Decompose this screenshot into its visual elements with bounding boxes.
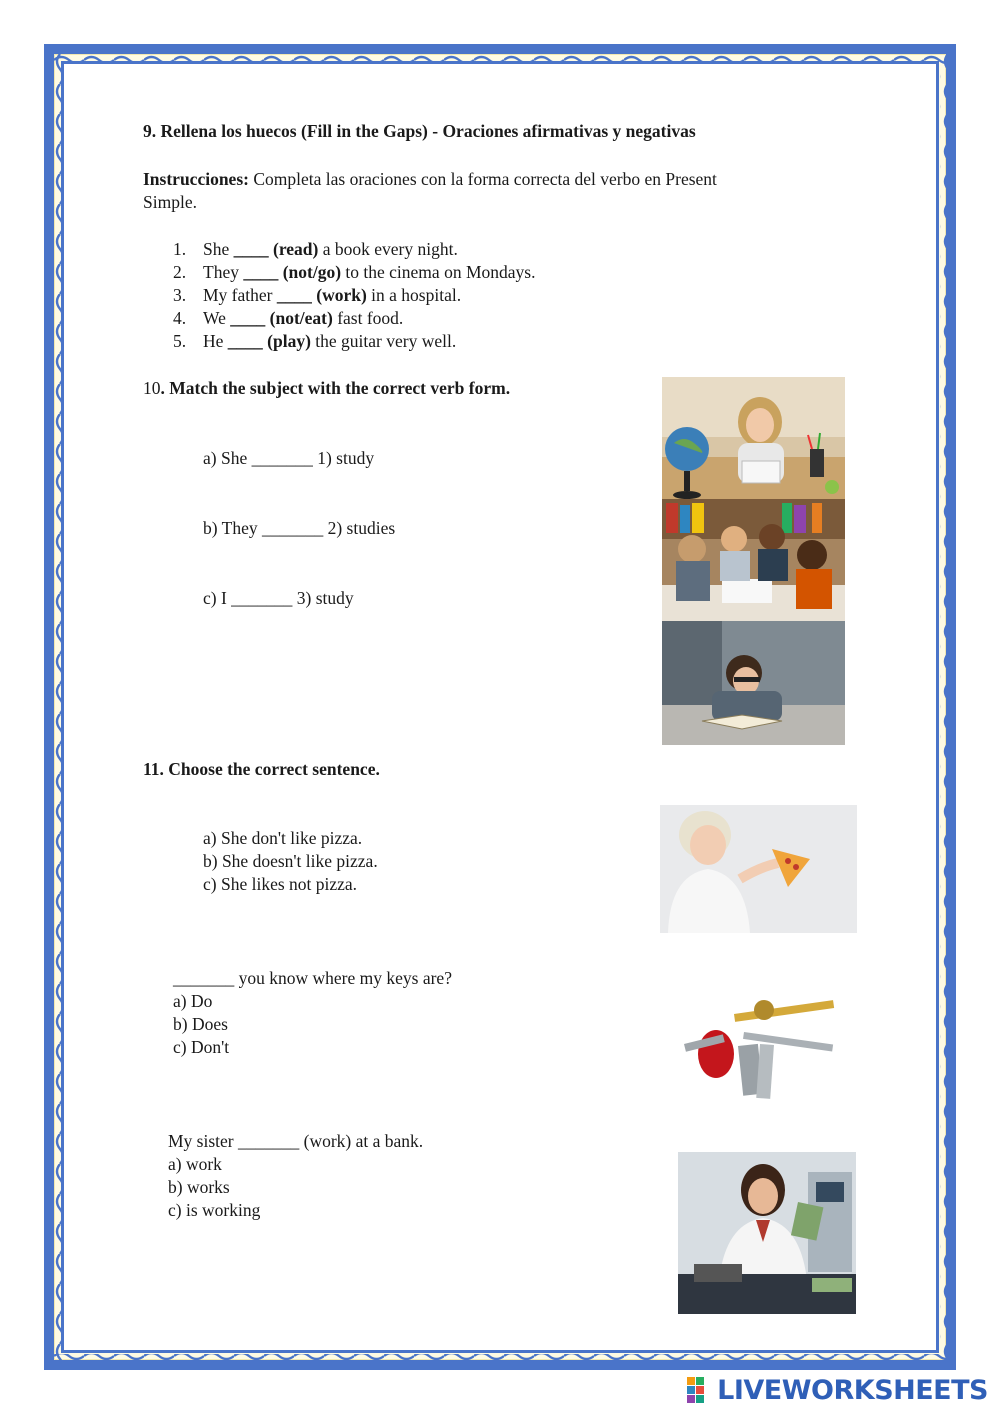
list-item <box>173 238 458 261</box>
list-item <box>173 330 456 353</box>
students-group-photo <box>662 499 845 621</box>
item-text: a book every night. <box>318 239 458 259</box>
list-number: 5. <box>173 331 187 351</box>
liveworksheets-logo[interactable] <box>687 1374 988 1406</box>
q2-prompt: _______ you know where my keys are? <box>173 968 452 988</box>
list-item <box>173 307 403 330</box>
section-title-text: . Match the subject with the correct verb form. <box>160 378 511 398</box>
list-number: 2. <box>173 262 187 282</box>
q3-option-b[interactable]: b) works <box>168 1177 230 1197</box>
item-text: in a hospital. <box>366 285 462 305</box>
list-number: 1. <box>173 239 187 259</box>
match-item-b[interactable]: b) They _______ 2) studies <box>203 518 396 538</box>
item-text: She <box>203 239 234 259</box>
keys-photo <box>664 992 852 1104</box>
item-text: the guitar very well. <box>310 331 457 351</box>
verb-hint: (not/eat) <box>265 308 333 328</box>
instructions-label: Instrucciones: <box>143 169 249 189</box>
item-text: We <box>203 308 231 328</box>
verb-hint: (play) <box>262 331 311 351</box>
list-number: 4. <box>173 308 187 328</box>
item-text: My father <box>203 285 277 305</box>
q1-option-c[interactable]: c) She likes not pizza. <box>203 874 358 894</box>
q2-option-a[interactable]: a) Do <box>173 991 213 1011</box>
list-item <box>173 261 535 284</box>
answer-blank[interactable]: ____ <box>230 308 266 328</box>
item-text: He <box>203 331 228 351</box>
logo-grid-icon <box>687 1377 713 1403</box>
q3-prompt: My sister _______ (work) at a bank. <box>168 1131 424 1151</box>
answer-blank[interactable]: ____ <box>243 262 279 282</box>
section10-title <box>143 377 510 400</box>
q1-option-a[interactable]: a) She don't like pizza. <box>203 828 363 848</box>
section-number: 10 <box>143 378 161 398</box>
verb-hint: (work) <box>311 285 367 305</box>
item-text: to the cinema on Mondays. <box>341 262 536 282</box>
girl-studying-photo <box>662 377 845 499</box>
list-item <box>173 284 461 307</box>
logo-text: LIVEWORKSHEETS <box>717 1374 988 1406</box>
answer-blank[interactable]: ____ <box>227 331 263 351</box>
verb-hint: (read) <box>268 239 319 259</box>
verb-hint: (not/go) <box>278 262 342 282</box>
match-item-a[interactable]: a) She _______ 1) study <box>203 448 375 468</box>
list-number: 3. <box>173 285 187 305</box>
item-text: They <box>203 262 244 282</box>
woman-pizza-photo <box>660 805 857 933</box>
q1-option-b[interactable]: b) She doesn't like pizza. <box>203 851 378 871</box>
q3-option-a[interactable]: a) work <box>168 1154 222 1174</box>
section9-title: 9. Rellena los huecos (Fill in the Gaps) - Oraciones afirmativas y negativas <box>143 121 696 141</box>
instructions-text: Completa las oraciones con la forma correcta del verbo en Present <box>253 169 717 189</box>
bank-worker-photo <box>678 1152 856 1314</box>
q2-option-c[interactable]: c) Don't <box>173 1037 230 1057</box>
item-text: fast food. <box>332 308 404 328</box>
instructions-text-cont: Simple. <box>143 192 197 212</box>
boy-reading-photo <box>662 621 845 745</box>
answer-blank[interactable]: ____ <box>233 239 269 259</box>
q3-option-c[interactable]: c) is working <box>168 1200 261 1220</box>
section9-instructions <box>143 168 717 191</box>
q2-option-b[interactable]: b) Does <box>173 1014 228 1034</box>
section11-title: 11. Choose the correct sentence. <box>143 759 380 779</box>
match-item-c[interactable]: c) I _______ 3) study <box>203 588 354 608</box>
answer-blank[interactable]: ____ <box>276 285 312 305</box>
